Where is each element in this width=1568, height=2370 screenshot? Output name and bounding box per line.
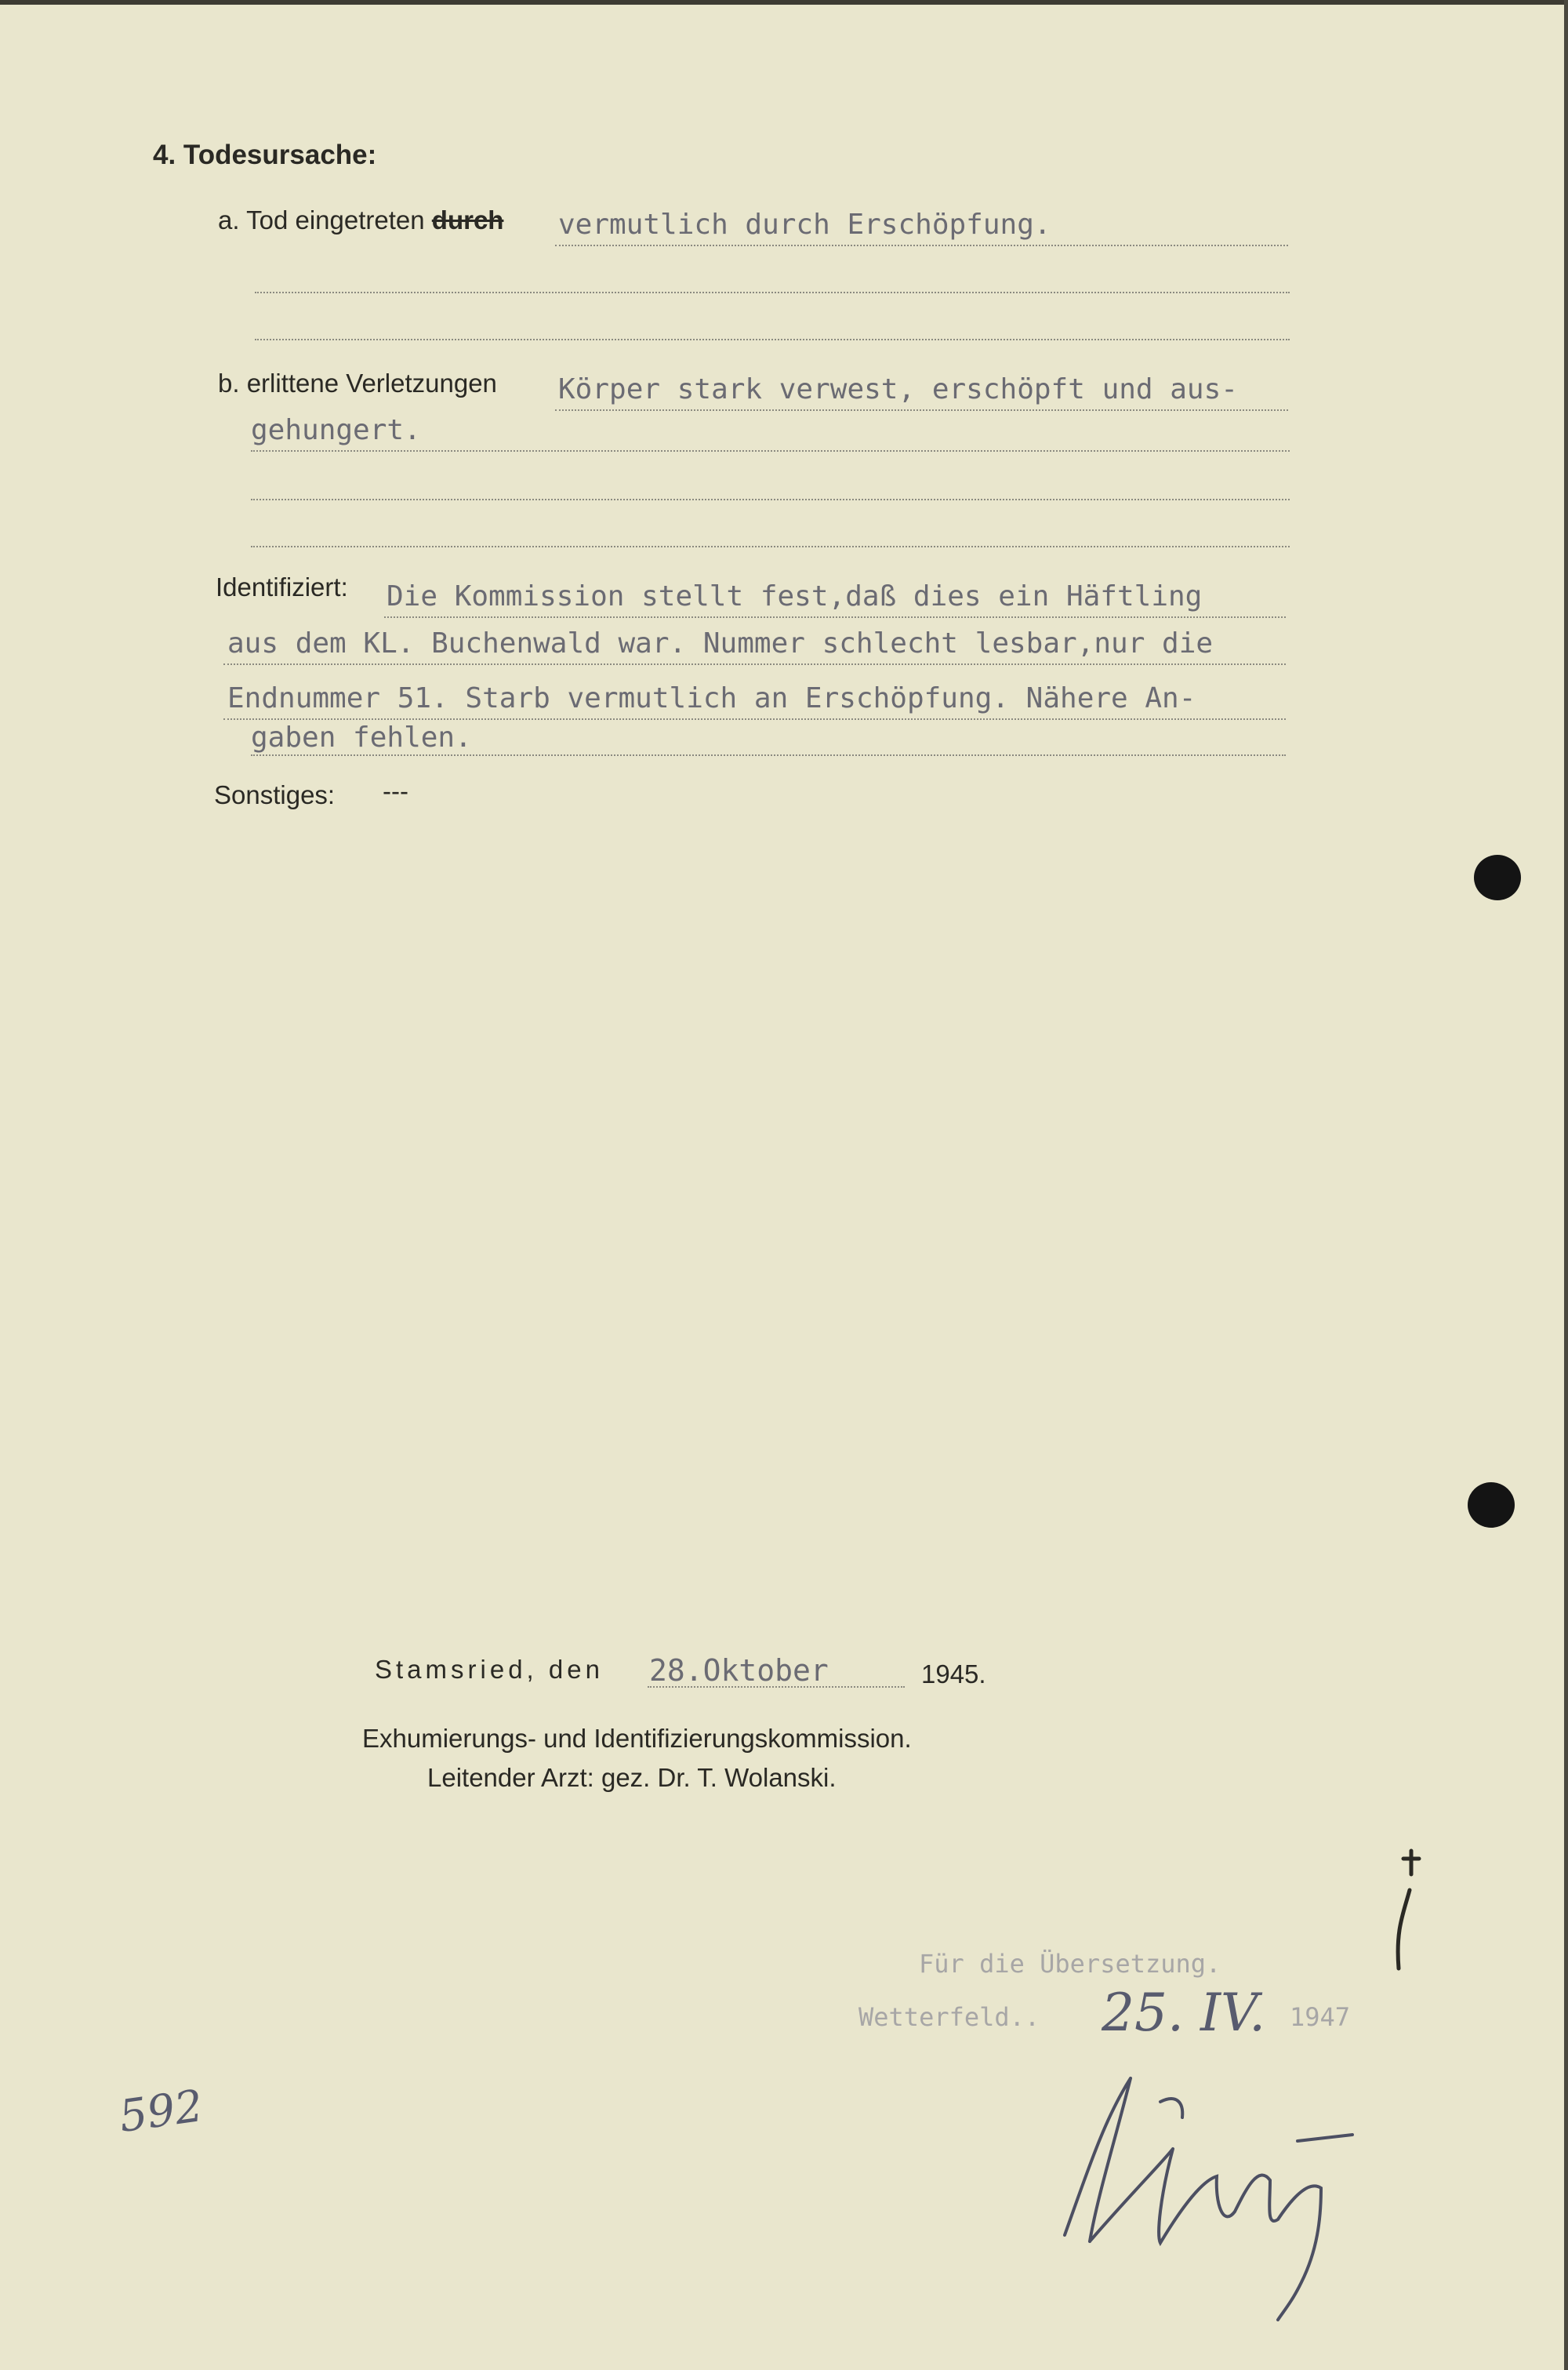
doctor-name: Leitender Arzt: gez. Dr. T. Wolanski. — [427, 1763, 837, 1792]
margin-mark — [1380, 1843, 1427, 1976]
dotted-line — [251, 450, 1290, 452]
death-cause-label-text: a. Tod eingetreten — [218, 205, 425, 234]
scan-edge-top — [0, 0, 1568, 5]
dotted-line — [648, 1686, 905, 1688]
dotted-line — [555, 245, 1288, 246]
other-label: Sonstiges: — [214, 780, 336, 809]
identified-line: aus dem KL. Buchenwald war. Nummer schlecht lesbar,nur die — [227, 627, 1214, 660]
translation-year: 1947 — [1290, 2002, 1351, 2032]
injuries-value-line2: gehungert. — [251, 414, 421, 446]
punch-hole-upper — [1474, 855, 1521, 900]
identified-label: Identifiziert: — [216, 573, 348, 602]
punch-hole-lower — [1468, 1482, 1515, 1528]
dotted-line — [223, 718, 1286, 720]
identified-line: gaben fehlen. — [251, 722, 472, 754]
page-number: 592 — [115, 2080, 206, 2143]
dotted-line — [255, 292, 1290, 293]
dotted-line — [251, 754, 1286, 756]
dotted-line — [555, 409, 1288, 411]
death-cause-value: vermutlich durch Erschöpfung. — [558, 209, 1051, 241]
dotted-line — [251, 546, 1290, 547]
section-title: 4. Todesursache: — [153, 140, 377, 170]
year: 1945. — [921, 1659, 986, 1688]
dotted-line — [223, 663, 1286, 665]
signature — [1043, 2070, 1372, 2321]
dotted-line — [251, 499, 1290, 500]
injuries-label: b. erlittene Verletzungen — [218, 369, 497, 398]
translation-date: 25. IV. — [1102, 1983, 1266, 2043]
other-value: --- — [383, 776, 408, 805]
dotted-line — [384, 616, 1286, 618]
date-value: 28.Oktober — [649, 1653, 829, 1688]
dotted-line — [255, 339, 1290, 340]
identified-line: Die Kommission stellt fest,daß dies ein Häftling — [387, 580, 1203, 612]
death-cause-label — [218, 205, 503, 235]
scan-edge-right — [1564, 0, 1568, 2370]
commission-name: Exhumierungs- und Identifizierungskommission. — [362, 1724, 912, 1753]
place: Stamsried, den — [375, 1655, 604, 1684]
translation-line: Für die Übersetzung. — [919, 1949, 1221, 1979]
place-date-line — [375, 1655, 604, 1685]
translation-place: Wetterfeld.. — [858, 2002, 1040, 2032]
injuries-value-line1: Körper stark verwest, erschöpft und aus- — [558, 373, 1238, 405]
struck-word: durch — [431, 205, 504, 234]
identified-line: Endnummer 51. Starb vermutlich an Erschöpfung. Nähere An- — [227, 682, 1196, 714]
